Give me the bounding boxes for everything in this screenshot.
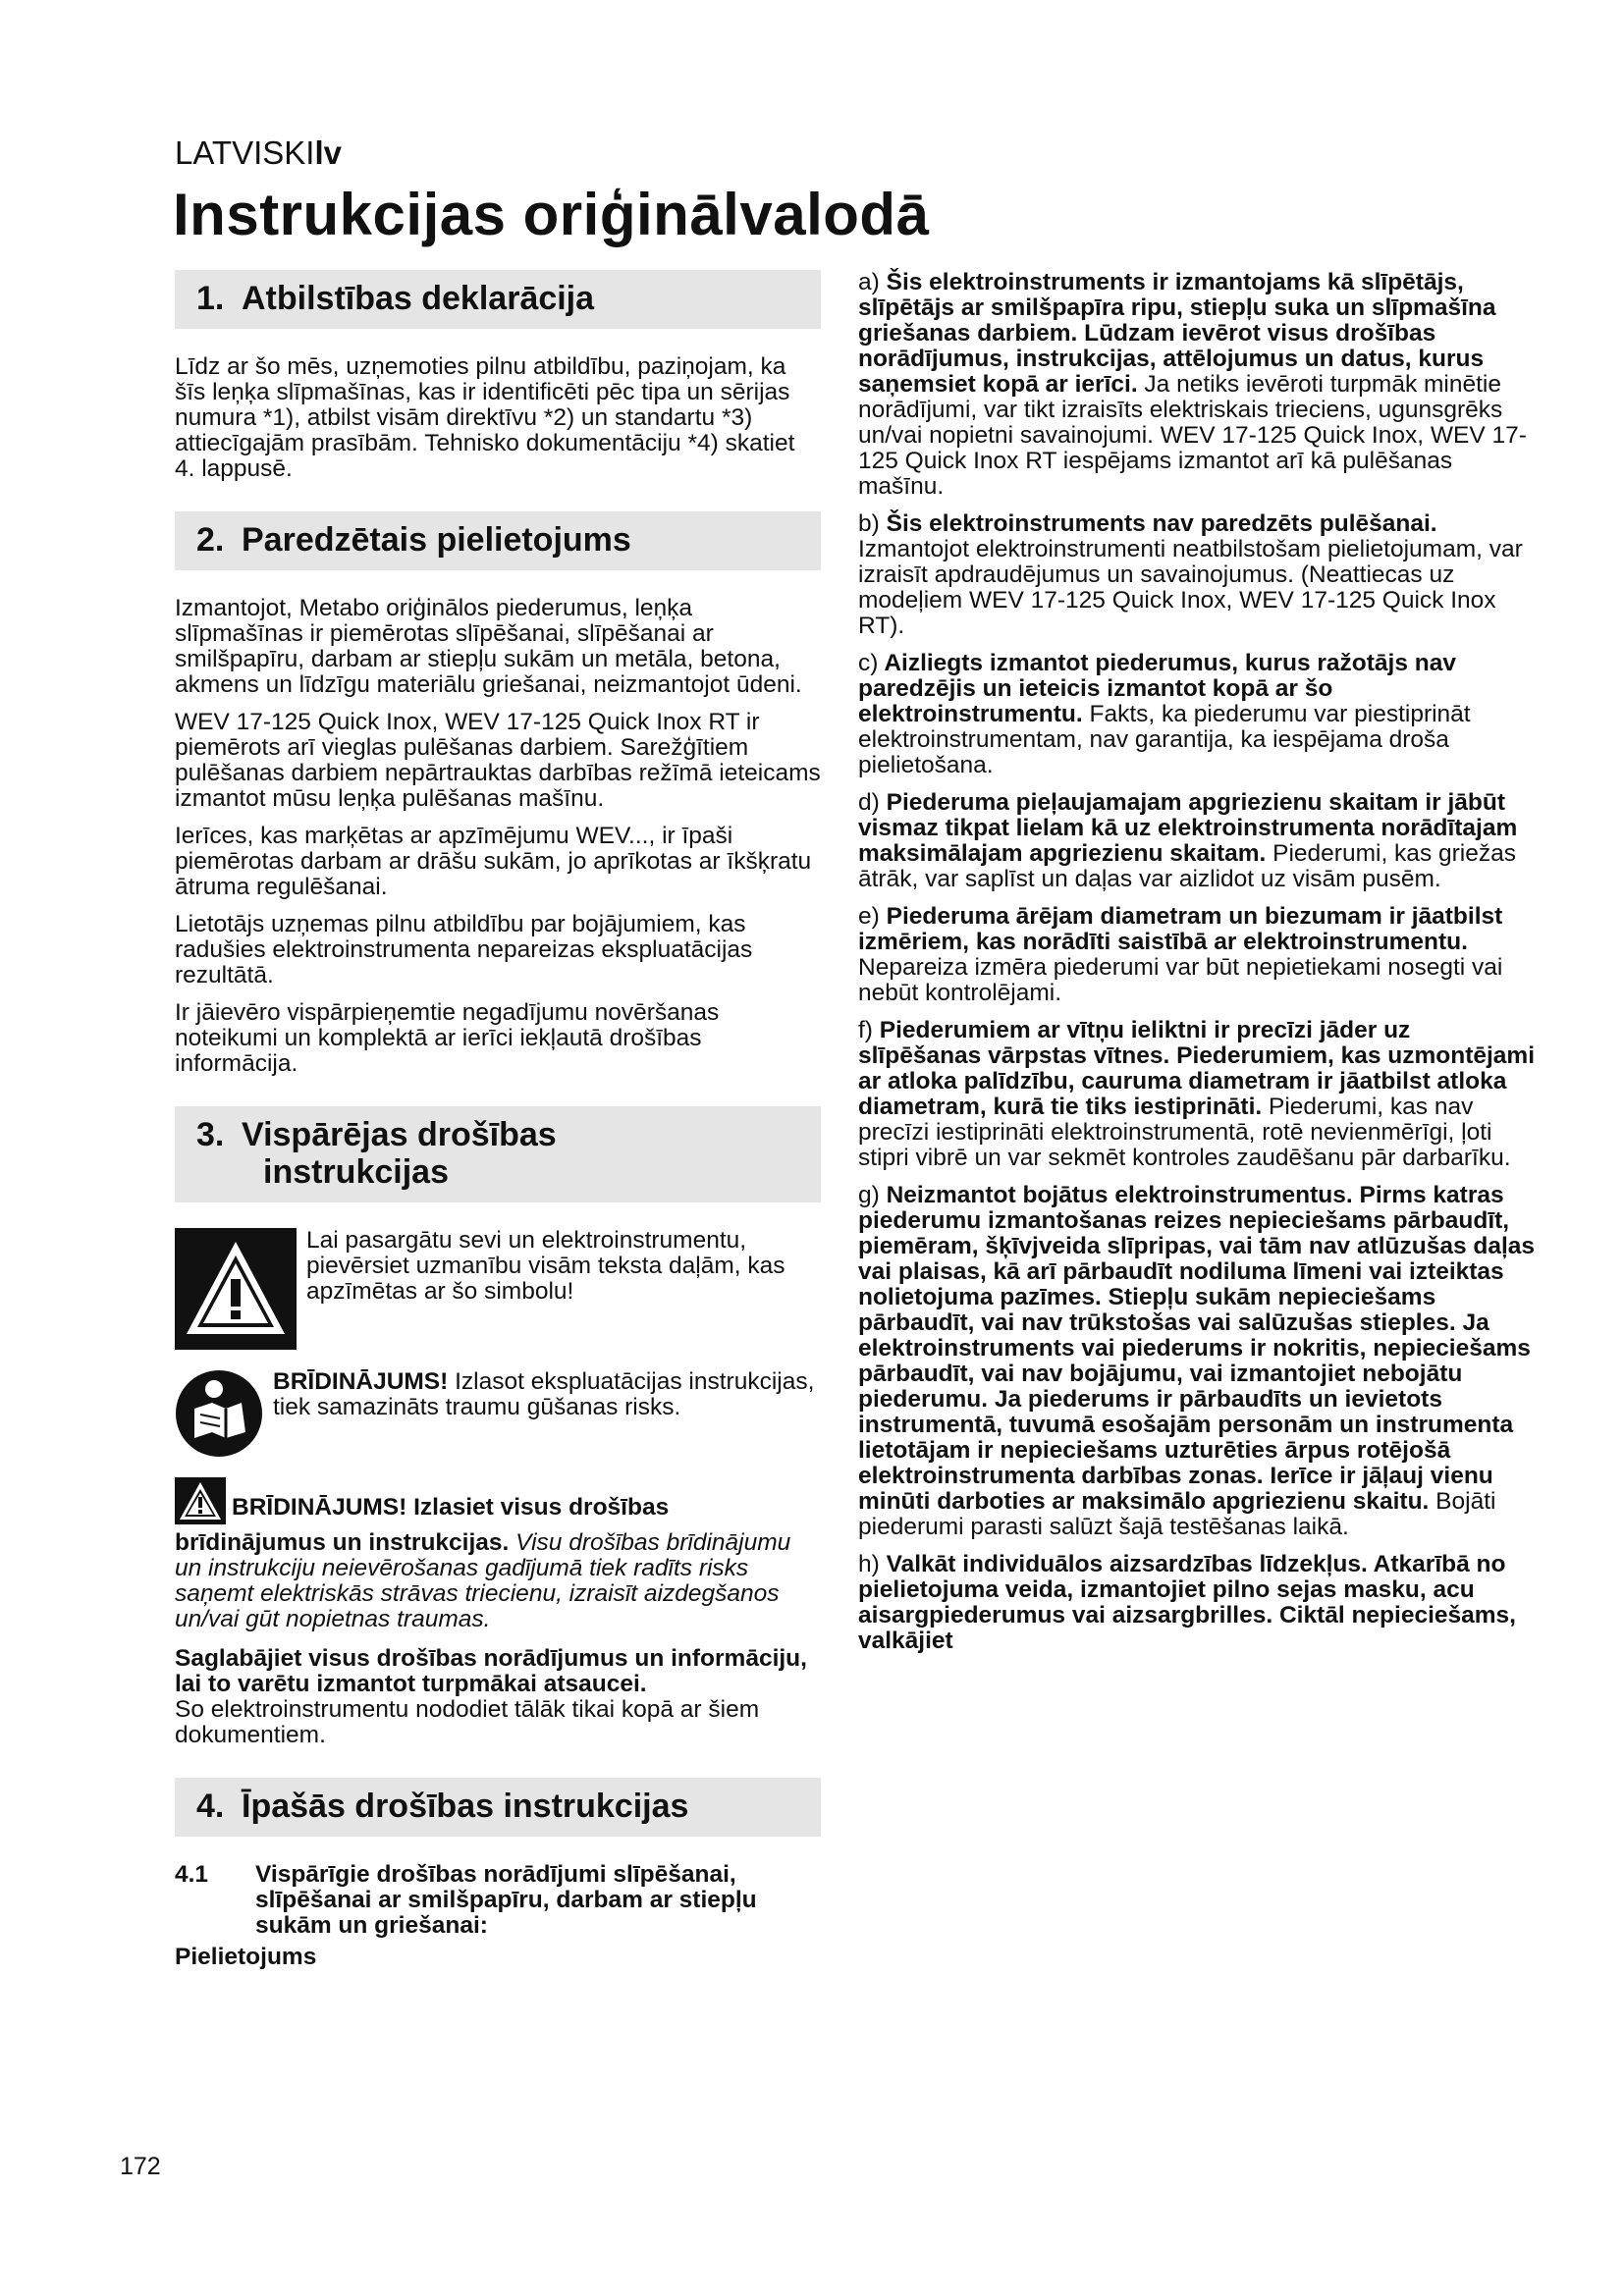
small-warning-triangle-icon <box>175 1477 226 1530</box>
item-g: g) Neizmantot bojātus elektroinstrumentus. Pirms katras piederumu izmantošanas reizes nepieciešams pārbaudīt, piemēram, šķīvjveida slīpripas, vai tām nav atlūzušas daļas vai plaisas, kā arī pārbaudīt nodiluma līmeni vai izteiktas nolietojuma pazīmes. Stiepļu sukām nepieciešams pārbaudīt, vai nav trūkstošas vai salūzušas stieples. Ja elektroinstruments vai piederums ir nokritis, nepieciešams pārbaudīt, vai nav bojājumu, vai izmantojiet nebojātu piederumu. Ja piederums ir pārbaudīts un ievietots instrumentā, tuvumā esošajām personām un instrumenta lietotājam ir nepieciešams uzturēties ārpus rotējošā elektroinstrumenta darbības zonas. Ierīce ir jāļauj vienu minūti darboties ar maksimālo apgriezienu skaitu. Bojāti piederumi parasti salūzt šajā testēšanas laikā. <box>858 1182 1536 1540</box>
read-manual-text: BRĪDINĀJUMS! Izlasot ekspluatācijas instrukcijas, tiek samazināts traumu gūšanas risks. <box>273 1368 815 1420</box>
item-h: h) Valkāt individuālos aizsardzības līdzekļus. Atkarībā no pielietojuma veida, izmantojiet pilno sejas masku, acu aisargpiederumus vai aizsargbrilles. Ciktāl nepieciešams, valkājiet <box>858 1551 1516 1654</box>
keep-instructions-text: So elektroinstrumentu nododiet tālāk tikai kopā ar šiem dokumentiem. <box>175 1696 760 1748</box>
item-a: a) Šis elektroinstruments ir izmantojams kā slīpētājs, slīpētājs ar smilšpapīra ripu, stiepļu suka un slīpmašīna griešanas darbiem. Lūdzam ievērot visus drošības norādījumus, instrukcijas, attēlojumus un datus, kurus saņemsiet kopā ar ierīci. Ja netiks ievēroti turpmāk minētie norādījumi, var tikt izraisīts elektriskais trieciens, ugunsgrēks un/vai nopietni savainojumi. WEV 17-125 Quick Inox, WEV 17-125 Quick Inox RT iespējams izmantot arī kā pulēšanas mašīnu. <box>858 269 1527 500</box>
left-column <box>175 270 821 1982</box>
section-heading-4: 4. Īpašās drošības instrukcijas <box>175 1778 821 1837</box>
right-column <box>858 270 1536 1666</box>
item-b: b) Šis elektroinstruments nav paredzēts pulēšanai. Izmantojot elektroinstrumenti neatbilstošam pielietojumam, var izraisīt apdraudējumus un savainojumus. (Neattiecas uz modeļiem WEV 17-125 Quick Inox, WEV 17-125 Quick Inox RT). <box>858 510 1523 639</box>
item-d: d) Piederuma pieļaujamajam apgriezienu skaitam ir jābūt vismaz tikpat lielam kā uz elektroinstrumenta norādītajam maksimālajam apgriezienu skaitam. Piederumi, kas griežas ātrāk, var saplīst un daļas var aizlidot uz visām pusēm. <box>858 789 1518 892</box>
intended-use-p5: Ir jāievēro vispārpieņemtie negadījumu novēršanas noteikumi un komplektā ar ierīci iekļautā drošības informācija. <box>175 999 720 1077</box>
section-heading-2: 2. Paredzētais pielietojums <box>175 511 821 570</box>
keep-instructions-bold: Saglabājiet visus drošības norādījumus un informāciju, lai to varētu izmantot turpmākai atsaucei. <box>175 1645 807 1697</box>
page-number: 172 <box>120 2153 161 2180</box>
warning-symbol-text: Lai pasargātu sevi un elektroinstrumentu, pievērsiet uzmanību visām teksta daļām, kas apzīmētas ar šo simbolu! <box>306 1227 785 1305</box>
section-heading-3: 3. Vispārējas drošības instrukcijas <box>175 1106 821 1202</box>
item-e: e) Piederuma ārējam diametram un biezumam ir jāatbilst izmēriem, kas norādīti saistībā ar elektroinstrumentu. Nepareiza izmēra piederumi var būt nepietiekami nosegti vai nebūt kontrolējami. <box>858 903 1503 1006</box>
intended-use-p3: Ierīces, kas marķētas ar apzīmējumu WEV..., ir īpaši piemērotas darbam ar drāšu sukām, jo aprīkotas ar īkšķratu ātruma regulēšanai. <box>175 823 812 900</box>
intended-use-p1: Izmantojot, Metabo oriģinālos piederumus, leņķa slīpmašīnas ir piemērotas slīpēšanai, slīpēšanai ar smilšpapīru, darbam ar stiepļu sukām un metāla, betona, akmens un līdzīgu materiālu griešanai, neizmantojot ūdeni. <box>175 595 802 698</box>
declaration-text: Līdz ar šo mēs, uzņemoties pilnu atbildību, paziņojam, ka šīs leņķa slīpmašīnas, kas ir identificēti pēc tipa un sērijas numura *1), atbilst visām direktīvu *2) un standartu *3) attiecīgajām prasībām. Tehnisko dokumentāciju *4) skatiet 4. lappusē. <box>175 353 795 482</box>
item-f: f) Piederumiem ar vītņu ieliktni ir precīzi jāder uz slīpēšanas vārpstas vītnes. Piederumiem, kas uzmontējami ar atloka palīdzību, cauruma diametram ir jāatbilst atloka diametram, kurā tie tiks iestiprināti. Piederumi, kas nav precīzi iestiprināti elektroinstrumentā, rotē nevienmērīgi, ļoti stipri vibrē un var sekmēt kontroles zaudēšanu pār darbarīku. <box>858 1017 1536 1171</box>
section-heading-1: 1. Atbilstības deklarācija <box>175 270 821 329</box>
item-c: c) Aizliegts izmantot piederumus, kurus ražotājs nav paredzējis un ieteicis izmantot kopā ar šo elektroinstrumentu. Fakts, ka piederumu var piestiprināt elektroinstrumentam, nav garantija, ka iespējama droša pielietošana. <box>858 650 1471 778</box>
usage-heading: Pielietojums <box>175 1944 317 1970</box>
language-header: LATVISKIlv <box>175 134 342 171</box>
read-manual-row <box>175 1369 821 1464</box>
intended-use-p4: Lietotājs uzņemas pilnu atbildību par bojājumiem, kas radušies elektroinstrumenta nepareizas ekspluatācijas rezultātā. <box>175 911 753 988</box>
intended-use-p2: WEV 17-125 Quick Inox, WEV 17-125 Quick Inox RT ir piemērots arī vieglas pulēšanas darbiem. Sarežģītiem pulēšanas darbiem nepārtrauktas darbības režīmā ieteicams izmantot mūsu leņķa pulēšanas mašīnu. <box>175 709 821 812</box>
warning-symbol-row <box>175 1228 821 1356</box>
page-title: Instrukcijas oriģinālvalodā <box>173 182 930 247</box>
warning-triangle-icon <box>175 1228 297 1356</box>
warning-read-all: BRĪDINĀJUMS! Izlasiet visus drošības brīdinājumus un instrukcijas. Visu drošības brīdinājumu un instrukciju neievērošanas gadījumā tiek radīts risks saņemt elektriskās strāvas triecienu, izraisīt aizdegšanos un/vai gūt nopietnas traumas. <box>175 1477 821 1632</box>
read-manual-icon <box>175 1369 263 1464</box>
subsection-4-1: 4.1 Vispārīgie drošības norādījumi slīpēšanai, slīpēšanai ar smilšpapīru, darbam ar stiepļu sukām un griešanai: <box>175 1861 757 1939</box>
